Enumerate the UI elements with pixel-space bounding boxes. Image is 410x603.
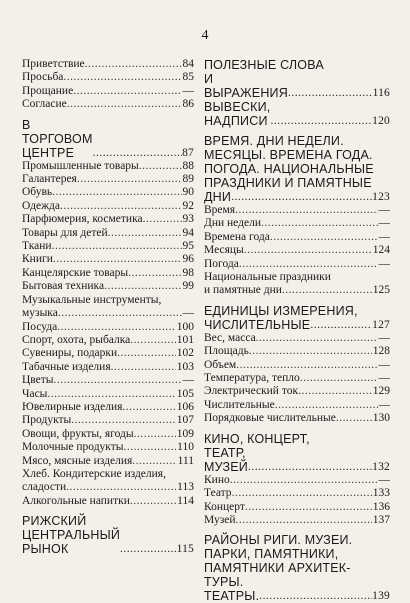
toc-entry[interactable]: [204, 474, 390, 487]
toc-entry[interactable]: [204, 412, 390, 425]
dot-leader: [111, 361, 176, 374]
dot-leader: [270, 231, 378, 244]
toc-page-number: 105: [176, 387, 194, 400]
toc-heading-line: [204, 533, 390, 547]
toc-heading[interactable]: [204, 72, 390, 100]
toc-entry[interactable]: [22, 240, 194, 253]
dot-leader: [300, 372, 378, 385]
toc-label: Овощи, фрукты, ягоды: [22, 427, 134, 440]
page-number: 4: [201, 28, 209, 43]
toc-page-number: 98: [182, 266, 194, 279]
toc-label: Часы: [22, 387, 48, 400]
dot-leader: [231, 190, 372, 204]
toc-page-number: 116: [372, 87, 390, 99]
toc-page-number: 115: [176, 543, 194, 556]
toc-heading-line: [204, 304, 390, 318]
dot-leader: [47, 388, 175, 401]
toc-label: Месяцы: [204, 244, 244, 257]
toc-label: ДНИ: [204, 190, 232, 204]
toc-label: РИЖСКИЙ: [22, 514, 87, 529]
toc-label: Хлеб. Кондитерские изделия,: [22, 467, 166, 480]
toc-heading[interactable]: [204, 446, 390, 474]
toc-label: сладости: [22, 481, 67, 494]
toc-heading-line: [204, 58, 390, 72]
toc-label: Канцелярские товары: [22, 266, 129, 279]
toc-entry[interactable]: [204, 487, 390, 500]
toc-page-number: 88: [182, 159, 194, 172]
toc-page-number: 87: [182, 146, 194, 159]
toc-entry-line: [22, 294, 194, 307]
toc-page-number: 89: [182, 173, 194, 186]
toc-label: Температура, тепло: [204, 372, 300, 385]
dot-leader: [298, 385, 372, 398]
toc-label: Посуда: [22, 320, 58, 333]
dot-leader: [270, 114, 372, 128]
dot-leader: [57, 321, 175, 334]
toc-entry[interactable]: [22, 71, 194, 84]
dot-leader: [77, 173, 182, 186]
toc-heading[interactable]: [204, 318, 390, 332]
toc-label: Музыкальные инструменты,: [22, 293, 162, 306]
toc-heading-line: [204, 148, 390, 162]
toc-left-column: [22, 58, 194, 556]
dot-leader: [143, 213, 182, 226]
toc-label: Бытовая техника: [22, 280, 105, 293]
toc-label: Галантерея: [22, 173, 77, 186]
toc-entry[interactable]: [22, 321, 194, 334]
toc-label: Ювелирные изделия: [22, 400, 123, 413]
toc-page-number: 92: [182, 199, 194, 212]
toc-entry[interactable]: [22, 267, 194, 280]
toc-page-number: —: [378, 217, 390, 230]
dot-leader: [248, 460, 372, 474]
toc-label: Вес, масса: [204, 331, 256, 344]
toc-page-number: 114: [177, 494, 194, 507]
toc-entry[interactable]: [204, 217, 390, 230]
toc-page-number: —: [182, 374, 194, 387]
toc-page-number: —: [378, 358, 390, 371]
toc-page-number: 111: [177, 454, 194, 467]
toc-label: Обувь: [22, 186, 53, 199]
dot-leader: [130, 334, 175, 347]
toc-label: Парфюмерия, косметика: [22, 213, 143, 226]
toc-label: Одежда: [22, 199, 61, 212]
dot-leader: [239, 258, 378, 271]
toc-label: Электрический ток: [204, 385, 299, 398]
dot-leader: [108, 227, 182, 240]
toc-heading[interactable]: [204, 190, 390, 204]
dot-leader: [132, 455, 176, 468]
dot-leader: [236, 359, 377, 372]
dot-leader: [54, 374, 182, 387]
dot-leader: [130, 495, 176, 508]
toc-label: Табачные изделия: [22, 360, 111, 373]
dot-leader: [256, 332, 378, 345]
toc-entry[interactable]: [22, 98, 194, 111]
toc-heading[interactable]: [22, 528, 194, 556]
toc-page-number: 123: [372, 191, 390, 203]
toc-label: Молочные продукты: [22, 441, 124, 454]
toc-entry[interactable]: [22, 401, 194, 414]
toc-label: МЕСЯЦЫ. ВРЕМЕНА ГОДА.: [204, 148, 373, 162]
toc-label: Объем: [204, 358, 237, 371]
toc-page-number: 101: [176, 333, 194, 346]
toc-heading-line: [204, 547, 390, 561]
toc-label: В ТОРГОВОМ ЦЕНТРЕ: [22, 117, 93, 160]
toc-page-number: 139: [372, 590, 390, 603]
toc-page-number: 86: [182, 98, 194, 111]
toc-page-number: 103: [176, 360, 194, 373]
dot-leader: [236, 514, 372, 527]
toc-label: Спорт, охота, рыбалка: [22, 333, 131, 346]
toc-entry[interactable]: [22, 213, 194, 226]
dot-leader: [71, 414, 175, 427]
toc-label: Книги: [22, 253, 53, 266]
toc-page-number: 94: [182, 226, 194, 239]
toc-heading-line: [204, 134, 390, 148]
toc-label: и памятные дни: [204, 284, 282, 297]
toc-label: Прощание: [22, 84, 74, 97]
toc-entry[interactable]: [22, 160, 194, 173]
toc-right-column: [204, 58, 390, 603]
toc-page-number: —: [378, 257, 390, 270]
toc-label: ПОЛЕЗНЫЕ СЛОВА: [204, 58, 324, 72]
toc-page-number: 136: [372, 500, 390, 513]
toc-entry[interactable]: [204, 385, 390, 398]
toc-entry[interactable]: [22, 428, 194, 441]
toc-entry[interactable]: [22, 307, 194, 320]
dot-leader: [123, 441, 176, 454]
toc-label: Кино: [204, 473, 230, 486]
toc-label: ТУРЫ. ТЕАТРЫ.: [204, 575, 260, 603]
dot-leader: [52, 186, 181, 199]
toc-heading-line: [204, 176, 390, 190]
dot-leader: [232, 487, 372, 500]
toc-entry[interactable]: [204, 332, 390, 345]
toc-page-number: 133: [372, 487, 390, 500]
toc-label: Площадь: [204, 345, 249, 358]
toc-page-number: 85: [182, 71, 194, 84]
toc-entry[interactable]: [204, 359, 390, 372]
toc-entry[interactable]: [22, 85, 194, 98]
toc-entry[interactable]: [22, 227, 194, 240]
toc-entry[interactable]: [22, 58, 194, 71]
toc-heading-line: [22, 514, 194, 528]
toc-page-number: —: [378, 398, 390, 411]
dot-leader: [235, 204, 377, 217]
toc-label: Цветы: [22, 374, 54, 387]
toc-page-number: —: [378, 331, 390, 344]
toc-entry[interactable]: [22, 495, 194, 508]
toc-label: ЕДИНИЦЫ ИЗМЕРЕНИЯ,: [204, 303, 358, 318]
toc-label: Время: [204, 204, 236, 216]
toc-page-number: 130: [372, 412, 390, 425]
toc-page-number: 109: [176, 427, 194, 440]
dot-leader: [60, 200, 181, 213]
toc-label: Дни недели: [204, 217, 261, 230]
toc-entry[interactable]: [204, 345, 390, 358]
dot-leader: [310, 318, 372, 332]
toc-entry[interactable]: [22, 200, 194, 213]
dot-leader: [261, 217, 378, 230]
toc-label: И ВЫРАЖЕНИЯ: [204, 72, 288, 100]
toc-entry-line: [22, 468, 194, 481]
toc-page-number: 132: [372, 460, 390, 473]
toc-page-number: —: [182, 307, 194, 320]
toc-heading-line: [204, 561, 390, 575]
toc-entry[interactable]: [204, 514, 390, 527]
toc-label: Погода: [204, 257, 239, 270]
toc-page-number: —: [378, 204, 390, 216]
toc-label: Театр: [204, 487, 232, 500]
toc-page-number: 95: [182, 240, 194, 253]
toc-label: Ткани: [22, 240, 52, 253]
dot-leader: [275, 399, 378, 412]
toc-label: Музей: [204, 513, 236, 526]
toc-entry[interactable]: [22, 481, 194, 494]
toc-page-number: 99: [182, 280, 194, 293]
toc-entry[interactable]: [204, 244, 390, 257]
dot-leader: [134, 428, 176, 441]
toc-label: Товары для детей: [22, 226, 108, 239]
toc-page-number: 125: [372, 284, 390, 297]
toc-page-number: 120: [372, 115, 390, 127]
toc-entry[interactable]: [204, 399, 390, 412]
toc-page-number: 106: [176, 400, 194, 413]
toc-heading-line: [204, 432, 390, 446]
toc-heading[interactable]: [204, 575, 390, 603]
toc-entry[interactable]: [22, 361, 194, 374]
dot-leader: [93, 146, 183, 160]
dot-leader: [288, 86, 373, 100]
dot-leader: [52, 240, 182, 253]
toc-label: Алкогольные напитки: [22, 494, 130, 507]
toc-label: Порядковые числительные: [204, 412, 336, 425]
toc-label: ВЫВЕСКИ, НАДПИСИ: [204, 100, 271, 128]
dot-leader: [259, 589, 372, 603]
toc-label: Сувениры, подарки: [22, 347, 118, 360]
toc-label: Концерт: [204, 500, 245, 513]
toc-page-number: 100: [176, 320, 194, 333]
dot-leader: [73, 85, 181, 98]
dot-leader: [336, 412, 372, 425]
toc-entry[interactable]: [22, 173, 194, 186]
toc-page-number: 128: [372, 345, 390, 358]
toc-entry[interactable]: [22, 253, 194, 266]
toc-entry[interactable]: [204, 284, 390, 297]
toc-page-number: 113: [177, 481, 194, 494]
toc-heading[interactable]: [204, 100, 390, 128]
dot-leader: [282, 284, 372, 297]
toc-label: ВРЕМЯ. ДНИ НЕДЕЛИ.: [204, 134, 344, 148]
toc-page-number: 129: [372, 385, 390, 398]
toc-label: ЧИСЛИТЕЛЬНЫЕ: [204, 317, 311, 332]
toc-entry[interactable]: [22, 455, 194, 468]
toc-page-number: 107: [176, 414, 194, 427]
dot-leader: [85, 58, 182, 71]
dot-leader: [53, 253, 182, 266]
toc-label: РАЙОНЫ РИГИ. МУЗЕИ.: [204, 533, 353, 548]
toc-label: ПАМЯТНИКИ АРХИТЕК-: [204, 561, 351, 576]
toc-page-number: 110: [177, 441, 194, 454]
toc-entry-line: [204, 271, 390, 284]
toc-page-number: 102: [176, 347, 194, 360]
toc-page-number: —: [378, 372, 390, 385]
toc-label: ТЕАТР, МУЗЕЙ: [204, 445, 248, 474]
dot-leader: [67, 98, 182, 111]
toc-label: Числительные: [204, 398, 275, 411]
toc-label: Промышленные товары: [22, 159, 139, 172]
toc-label: Просьба: [22, 71, 64, 84]
toc-heading[interactable]: [22, 118, 194, 160]
toc-page-number: —: [378, 473, 390, 486]
toc-page-number: 90: [182, 186, 194, 199]
toc-page-number: —: [182, 84, 194, 97]
dot-leader: [66, 481, 176, 494]
toc-page-number: 93: [182, 213, 194, 226]
toc-entry[interactable]: [204, 372, 390, 385]
dot-leader: [249, 345, 372, 358]
toc-page-number: 137: [372, 513, 390, 526]
toc-page-number: 96: [182, 253, 194, 266]
toc-entry[interactable]: [204, 231, 390, 244]
dot-leader: [139, 160, 182, 173]
toc-label: Продукты: [22, 414, 72, 427]
toc-label: Мясо, мясные изделия: [22, 454, 133, 467]
dot-leader: [58, 307, 182, 320]
toc-page-number: 124: [372, 244, 390, 257]
toc-label: ПАРКИ, ПАМЯТНИКИ,: [204, 547, 339, 562]
dot-leader: [104, 280, 181, 293]
dot-leader: [230, 474, 378, 487]
toc-entry[interactable]: [22, 334, 194, 347]
toc-entry[interactable]: [22, 347, 194, 360]
toc-entry[interactable]: [22, 441, 194, 454]
toc-label: ЦЕНТРАЛЬНЫЙ РЫНОК: [22, 528, 121, 557]
toc-label: музыка: [22, 307, 58, 320]
toc-entry[interactable]: [22, 280, 194, 293]
toc-page-number: —: [378, 230, 390, 243]
dot-leader: [122, 401, 175, 414]
toc-label: Времена года: [204, 230, 270, 243]
toc-entry[interactable]: [22, 388, 194, 401]
toc-label: Национальные праздники: [204, 271, 331, 284]
toc-label: Согласие: [22, 98, 67, 111]
dot-leader: [244, 244, 372, 257]
toc-entry[interactable]: [22, 374, 194, 387]
toc-page-number: 84: [182, 58, 194, 70]
toc-entry[interactable]: [204, 204, 390, 217]
dot-leader: [63, 71, 181, 84]
toc-label: ПРАЗДНИКИ И ПАМЯТНЫЕ: [204, 176, 372, 190]
toc-label: КИНО, КОНЦЕРТ,: [204, 431, 310, 446]
toc-heading-line: [204, 162, 390, 176]
toc-entry[interactable]: [204, 258, 390, 271]
dot-leader: [120, 542, 177, 556]
toc-label: Приветствие: [22, 58, 85, 70]
dot-leader: [128, 267, 181, 280]
toc-page-number: 127: [372, 318, 390, 331]
toc-entry[interactable]: [22, 414, 194, 427]
dot-leader: [117, 347, 176, 360]
toc-label: ПОГОДА. НАЦИОНАЛЬНЫЕ: [204, 162, 374, 176]
toc-entry[interactable]: [22, 186, 194, 199]
